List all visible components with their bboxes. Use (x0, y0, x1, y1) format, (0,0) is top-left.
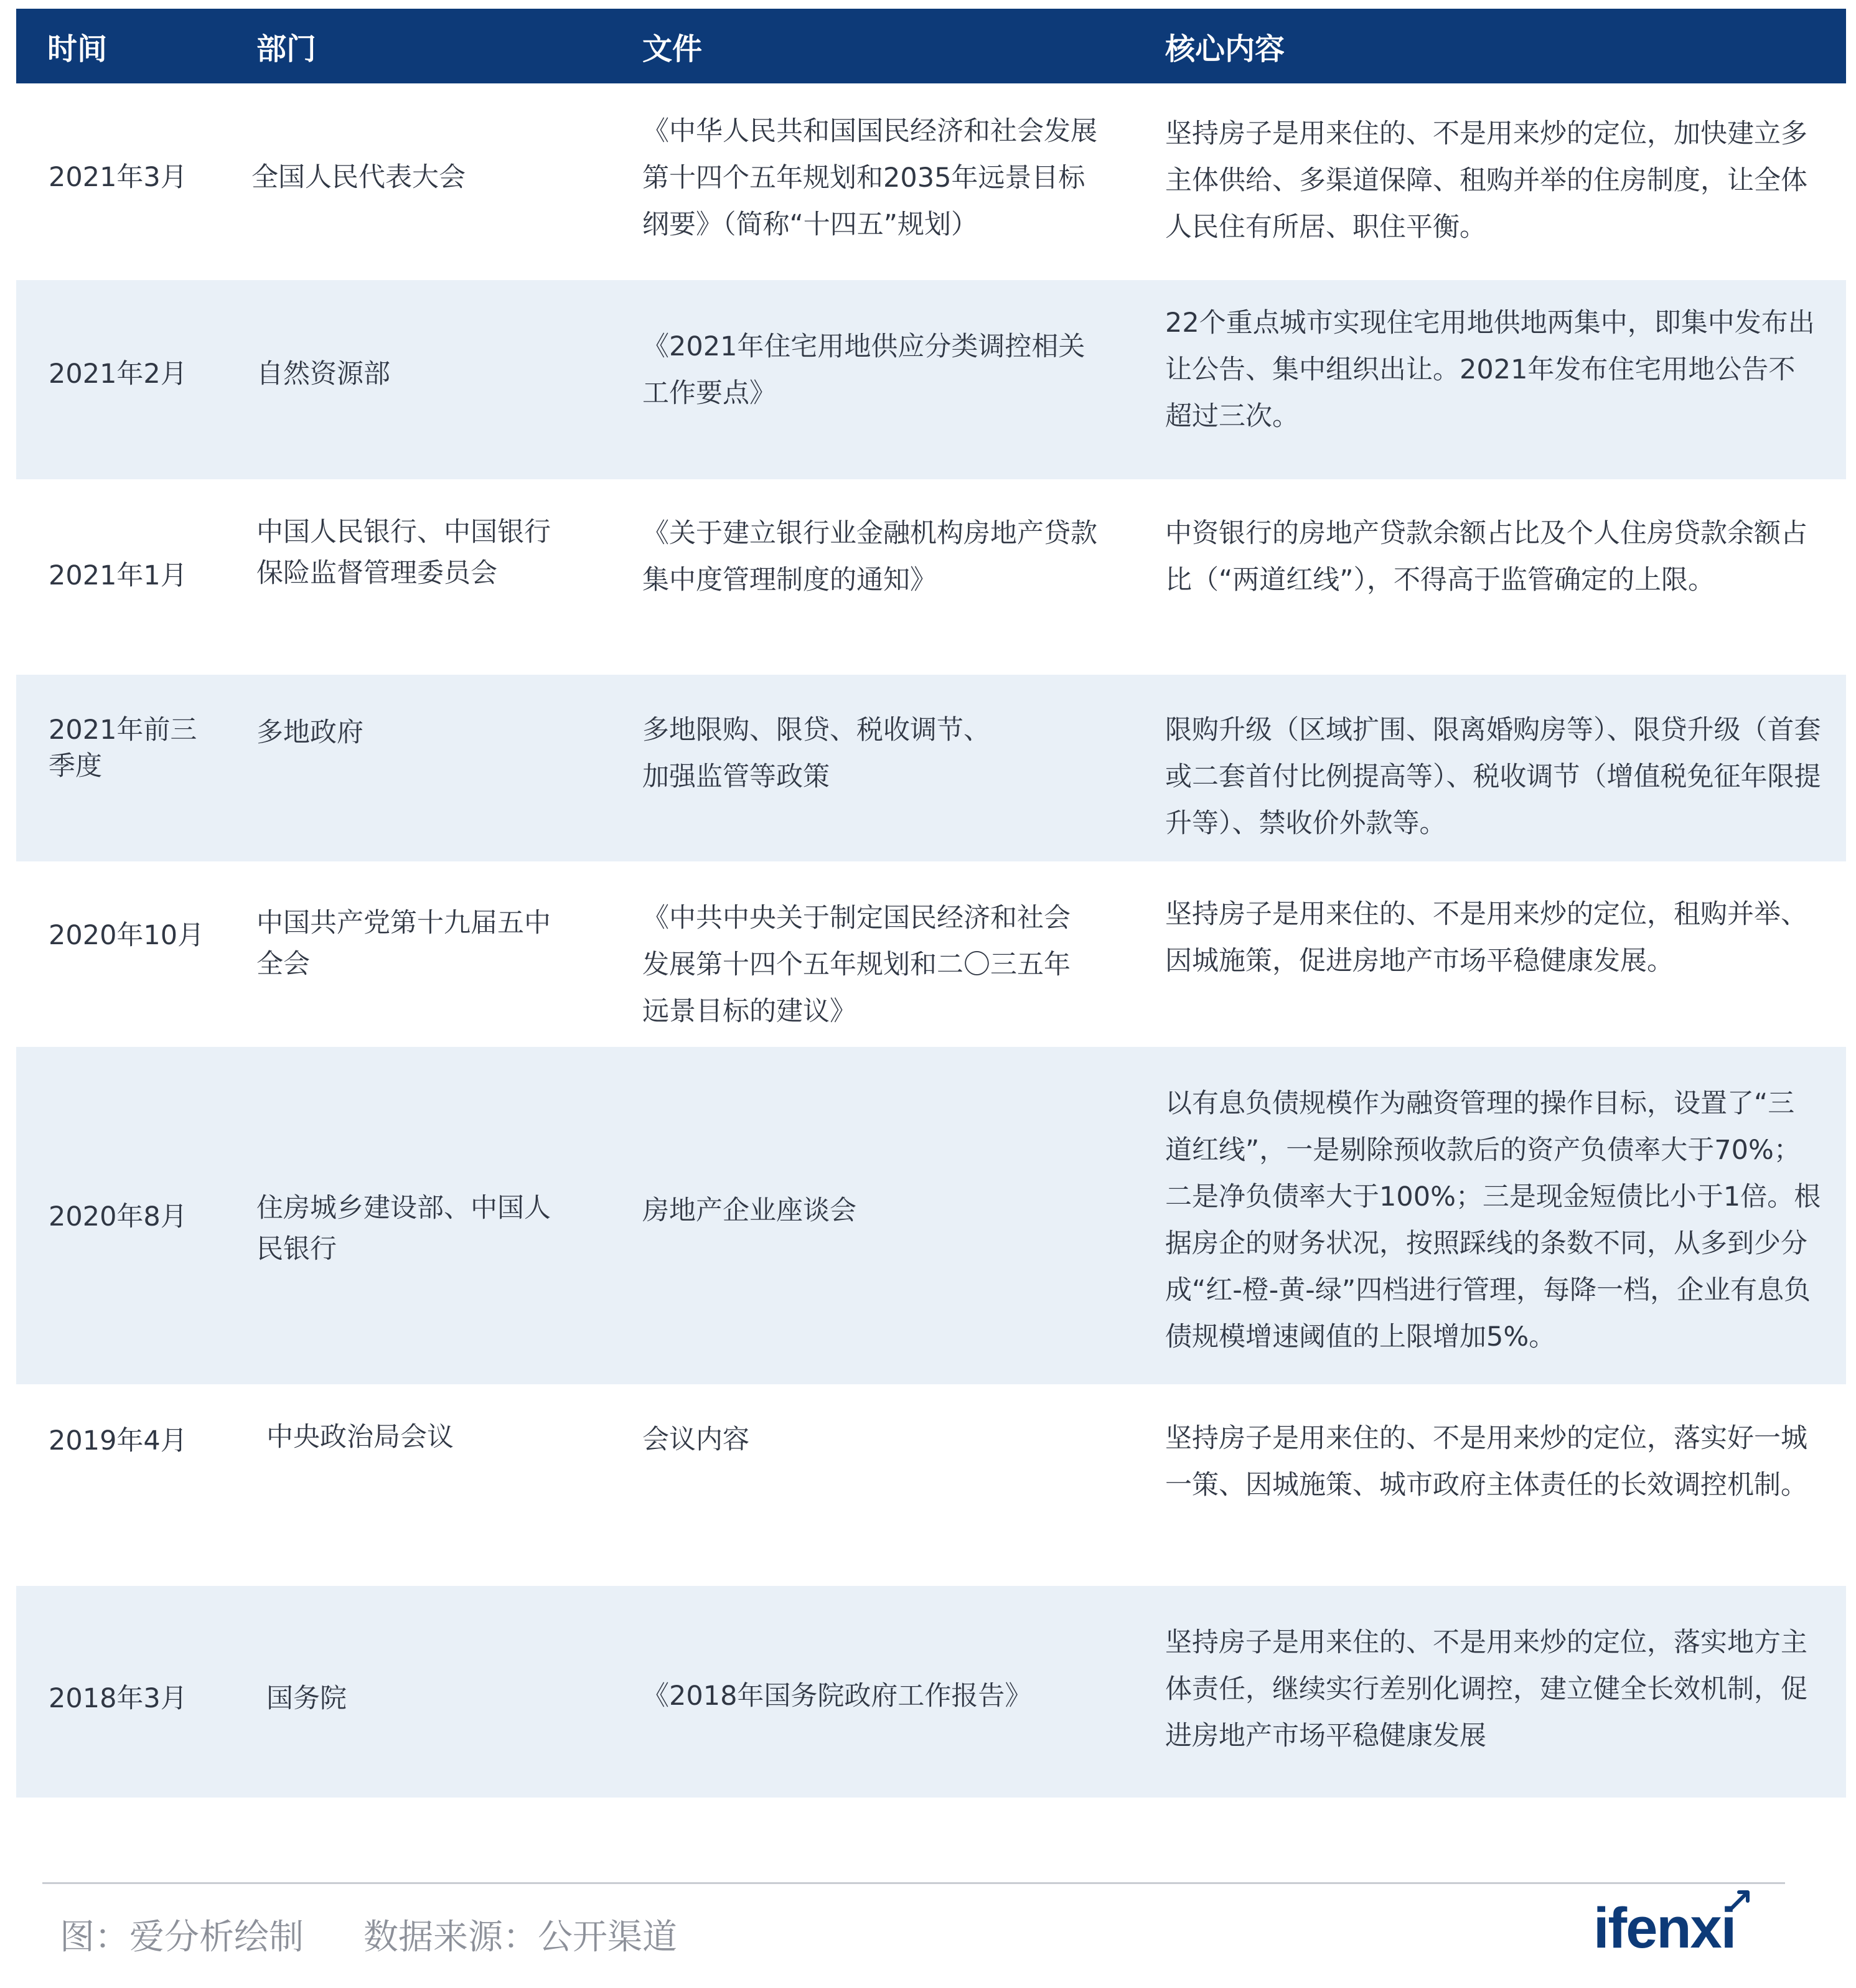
cell-file: 《关于建立银行业金融机构房地产贷款集中度管理制度的通知》 (642, 518, 1097, 596)
header-content: 核心内容 (1165, 31, 1285, 67)
cell-dept: 中央政治局会议 (266, 1422, 454, 1453)
cell-content: 坚持房子是用来住的、不是用来炒的定位，落实好一城一策、因城施策、城市政府主体责任的长效调控机制。 (1165, 1423, 1807, 1501)
cell-file: 《中华人民共和国国民经济和社会发展第十四个五年规划和2035年远景目标纲要》（简称“十四五”规划） (642, 116, 1097, 240)
cell-time: 2019年4月 (49, 1425, 187, 1456)
cell-file: 《中共中央关于制定国民经济和社会发展第十四个五年规划和二〇三五年远景目标的建议》 (642, 903, 1071, 1027)
cell-content: 坚持房子是用来住的、不是用来炒的定位，加快建立多主体供给、多渠道保障、租购并举的住房制度，让全体人民住有所居、职住平衡。 (1165, 118, 1807, 243)
ifenxi-logo (1593, 1892, 1755, 1961)
table-row (16, 861, 1846, 1047)
header-file: 文件 (642, 31, 703, 67)
table-row (16, 675, 1846, 861)
table-row (16, 83, 1846, 280)
cell-time: 2020年10月 (49, 920, 205, 951)
table-row (16, 1047, 1846, 1384)
cell-file: 《2018年国务院政府工作报告》 (642, 1681, 1032, 1712)
policy-table (16, 9, 1846, 1798)
table-header (16, 9, 1846, 83)
cell-dept: 自然资源部 (256, 359, 390, 390)
cell-time: 2021年3月 (49, 162, 187, 193)
cell-file: 多地限购、限贷、税收调节、加强监管等政策 (642, 715, 990, 792)
chart-credit: 图：爱分析绘制 (60, 1917, 304, 1958)
cell-dept: 国务院 (266, 1683, 347, 1714)
header-dept: 部门 (256, 31, 317, 67)
table-row (16, 1384, 1846, 1586)
table-row (16, 1586, 1846, 1798)
cell-dept: 住房城乡建设部、中国人民银行 (256, 1193, 551, 1265)
cell-content: 中资银行的房地产贷款余额占比及个人住房贷款余额占比（“两道红线”），不得高于监管确定的上限。 (1165, 518, 1807, 596)
cell-content: 限购升级（区域扩围、限离婚购房等）、限贷升级（首套或二套首付比例提高等）、税收调节（增值税免征年限提升等）、禁收价外款等。 (1165, 715, 1821, 839)
table-row (16, 280, 1846, 479)
footer-divider (42, 1882, 1785, 1884)
cell-dept: 中国共产党第十九届五中全会 (256, 907, 551, 980)
cell-content: 坚持房子是用来住的、不是用来炒的定位，租购并举、因城施策，促进房地产市场平稳健康发展。 (1165, 899, 1807, 977)
cell-time: 2021年前三季度 (49, 715, 197, 782)
data-source: 数据来源：公开渠道 (363, 1917, 677, 1958)
cell-dept: 多地政府 (256, 717, 363, 748)
cell-file: 会议内容 (642, 1424, 749, 1455)
cell-dept: 全国人民代表大会 (251, 162, 466, 193)
cell-content: 22个重点城市实现住宅用地供地两集中，即集中发布出让公告、集中组织出让。2021年发布住宅用地公告不超过三次。 (1165, 307, 1815, 432)
cell-dept: 中国人民银行、中国银行保险监督管理委员会 (256, 517, 551, 589)
cell-time: 2018年3月 (49, 1683, 187, 1714)
logo-mark-icon (1728, 1888, 1753, 1913)
footer-notes (60, 1910, 677, 1959)
table-row (16, 479, 1846, 675)
cell-file: 《2021年住宅用地供应分类调控相关工作要点》 (642, 331, 1085, 409)
cell-content: 以有息负债规模作为融资管理的操作目标，设置了“三道红线”，一是剔除预收款后的资产负债率大于70%；二是净负债率大于100%；三是现金短债比小于1倍。根据房企的财务状况，按照踩线的条数不同，从多到少分成“红-橙-黄-绿”四档进行管理，每降一档，企业有息负债规模增速阈值的上限增加5%。 (1165, 1088, 1821, 1353)
cell-time: 2020年8月 (49, 1201, 187, 1232)
cell-time: 2021年1月 (49, 560, 187, 591)
cell-time: 2021年2月 (49, 359, 187, 390)
cell-content: 坚持房子是用来住的、不是用来炒的定位，落实地方主体责任，继续实行差别化调控，建立健全长效机制，促进房地产市场平稳健康发展 (1165, 1627, 1807, 1751)
header-time: 时间 (47, 31, 108, 67)
logo-text: ifenxi (1593, 1897, 1736, 1960)
cell-file: 房地产企业座谈会 (642, 1195, 856, 1226)
